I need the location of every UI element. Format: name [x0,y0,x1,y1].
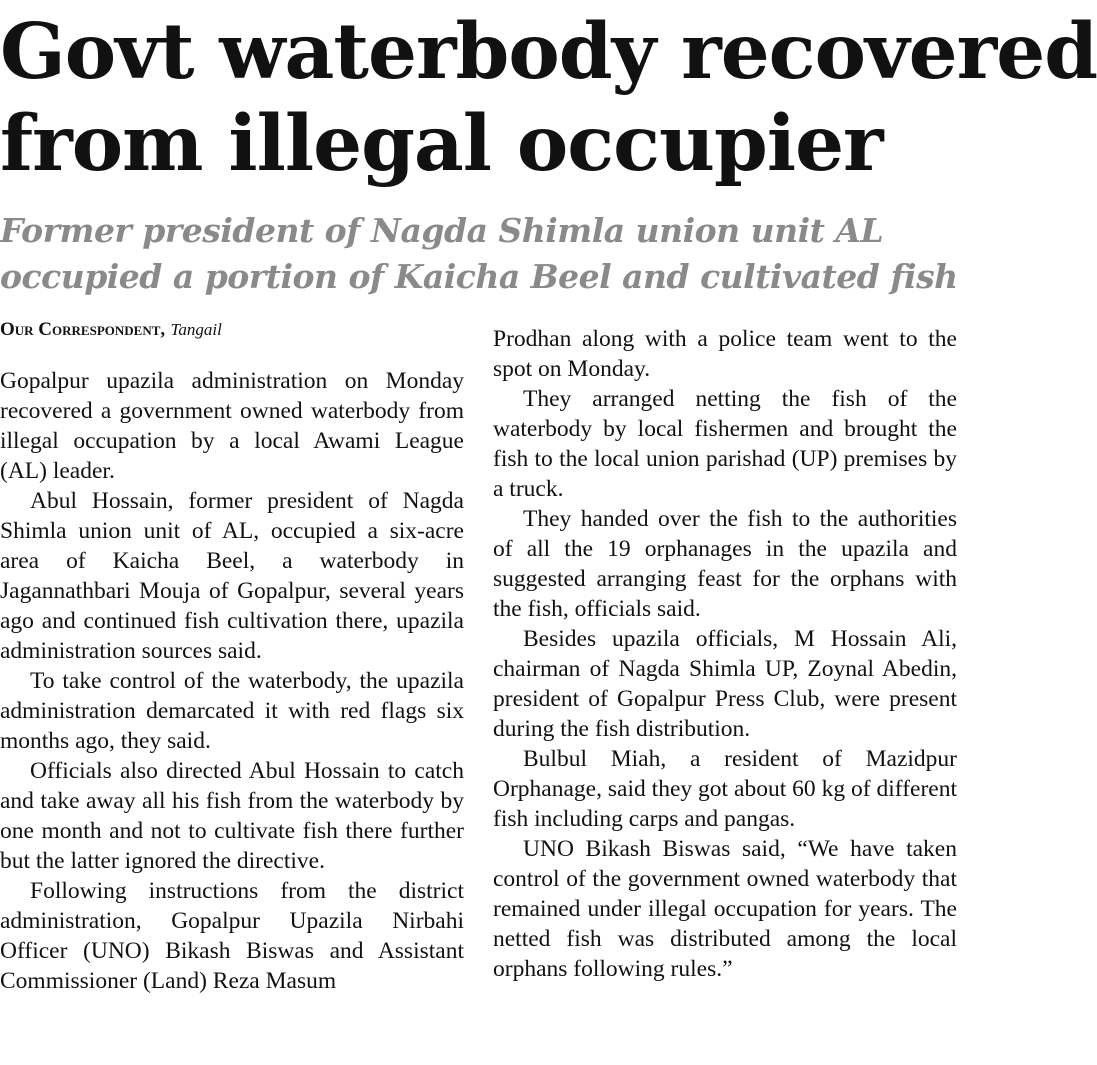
byline [0,318,470,342]
paragraph: Abul Hossain, former president of Nagda Shimla union unit of AL, occupied a six-acre area of Kaicha Beel, a waterbody in Jagannathbari Mouja of Gopalpur, several years ago and continued fish cultivation there, upazila administration sources said. [0,488,464,664]
paragraph: They arranged netting the fish of the waterbody by local fishermen and brought the fish to the local union parishad (UP) premises by a truck. [493,386,957,502]
headline [0,6,1097,190]
byline-location: Tangail [170,320,222,339]
paragraph: To take control of the waterbody, the upazila administration demarcated it with red flags six months ago, they said. [0,668,464,754]
paragraph: Besides upazila officials, M Hossain Ali, chairman of Nagda Shimla UP, Zoynal Abedin, president of Gopalpur Press Club, were present during the fish distribution. [493,626,957,742]
paragraph: Prodhan along with a police team went to the spot on Monday. [493,326,957,382]
paragraph: Following instructions from the district administration, Gopalpur Upazila Nirbahi Officer (UNO) Bikash Biswas and Assistant Commissioner (Land) Reza Masum [0,878,464,994]
article-column-right [493,324,957,984]
article-column-left [0,366,464,996]
subheadline-line-1: Former president of Nagda Shimla union unit AL [0,211,884,250]
paragraph: Gopalpur upazila administration on Monday recovered a government owned waterbody from illegal occupation by a local Awami League (AL) leader. [0,368,464,484]
paragraph: Officials also directed Abul Hossain to catch and take away all his fish from the waterbody by one month and not to cultivate fish there further but the latter ignored the directive. [0,758,464,874]
byline-author: Our Correspondent, [0,319,166,340]
headline-line-2: from illegal occupier [0,99,883,189]
paragraph: Bulbul Miah, a resident of Mazidpur Orphanage, said they got about 60 kg of different fish including carps and pangas. [493,746,957,832]
paragraph: They handed over the fish to the authorities of all the 19 orphanages in the upazila and suggested arranging feast for the orphans with the fish, officials said. [493,506,957,622]
subheadline-line-2: occupied a portion of Kaicha Beel and cultivated fish [0,257,958,296]
subheadline [0,208,957,300]
paragraph: UNO Bikash Biswas said, “We have taken control of the government owned waterbody that remained under illegal occupation for years. The netted fish was distributed among the local orphans following rules.” [493,836,957,982]
headline-line-1: Govt waterbody recovered [0,7,1097,97]
